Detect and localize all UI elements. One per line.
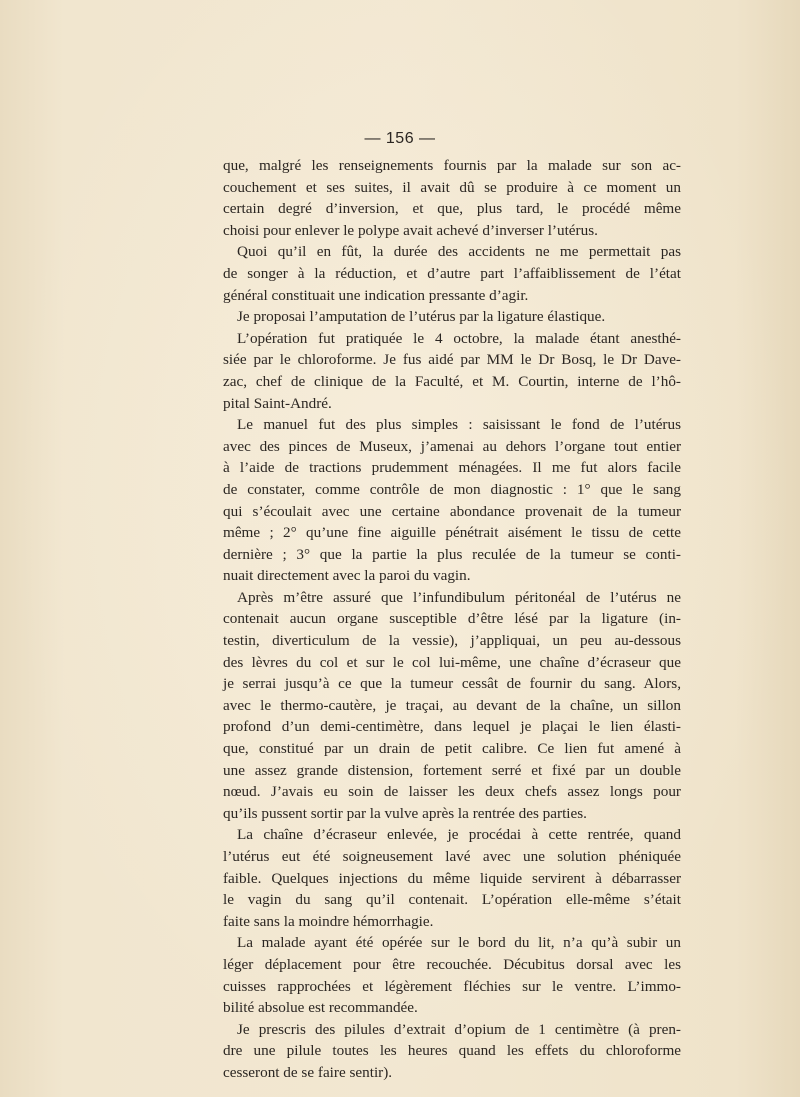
text-line: dernière ; 3° que la partie la plus reculée de la tumeur se conti- bbox=[223, 545, 681, 563]
text-line: je serrai jusqu’à ce que la tumeur cessât de fournir du sang. Alors, bbox=[223, 675, 681, 693]
text-line: faite sans la moindre hémorrhagie. bbox=[223, 912, 434, 930]
text-line: Je prescris des pilules d’extrait d’opium de 1 centimètre (à pren- bbox=[237, 1020, 681, 1038]
text-line: général constituait une indication pressante d’agir. bbox=[223, 286, 529, 304]
text-line: dre une pilule toutes les heures quand les effets du chloroforme bbox=[223, 1042, 681, 1060]
text-line: de songer à la réduction, et d’autre part l’affaiblissement de l’état bbox=[223, 264, 681, 282]
text-line: avec des pinces de Museux, j’amenai au dehors l’organe tout entier bbox=[223, 437, 681, 455]
body-text bbox=[223, 155, 681, 1084]
text-line: Je proposai l’amputation de l’utérus par la ligature élastique. bbox=[237, 308, 606, 326]
text-line: profond d’un demi-centimètre, dans lequel je plaçai le lien élasti- bbox=[223, 718, 681, 736]
text-line: La chaîne d’écraseur enlevée, je procédai à cette rentrée, quand bbox=[237, 826, 681, 844]
text-line: La malade ayant été opérée sur le bord du lit, n’a qu’à subir un bbox=[237, 934, 681, 952]
text-line: cesseront de se faire sentir). bbox=[223, 1063, 393, 1081]
text-line: avec le thermo-cautère, je traçai, au devant de la chaîne, un sillon bbox=[223, 696, 681, 714]
text-line: une assez grande distension, fortement serré et fixé par un double bbox=[223, 761, 681, 779]
text-line: faible. Quelques injections du même liquide servirent à débarrasser bbox=[223, 869, 681, 887]
text-line: que, malgré les renseignements fournis par la malade sur son ac- bbox=[223, 157, 681, 174]
text-line: certain degré d’inversion, et que, plus tard, le procédé même bbox=[223, 200, 681, 218]
text-line: de constater, comme contrôle de mon diagnostic : 1° que le sang bbox=[223, 480, 681, 498]
text-line: même ; 2° qu’une fine aiguille pénétrait aisément le tissu de cette bbox=[223, 524, 681, 542]
text-line: des lèvres du col et sur le col lui-même, une chaîne d’écraseur que bbox=[223, 653, 681, 671]
text-line: le vagin du sang qu’il contenait. L’opération elle-même s’était bbox=[223, 891, 681, 909]
text-line: choisi pour enlever le polype avait achevé d’inverser l’utérus. bbox=[223, 221, 598, 239]
text-line: zac, chef de clinique de la Faculté, et M. Courtin, interne de l’hô- bbox=[223, 372, 681, 390]
text-line: à l’aide de tractions prudemment ménagées. Il me fut alors facile bbox=[223, 459, 681, 477]
text-line: Le manuel fut des plus simples : saisissant le fond de l’utérus bbox=[237, 416, 681, 434]
text-line: qui s’écoulait avec une certaine abondance provenait de la tumeur bbox=[223, 502, 681, 520]
text-line: léger déplacement pour être recouchée. Décubitus dorsal avec les bbox=[223, 955, 681, 973]
text-line: que, constitué par un drain de petit calibre. Ce lien fut amené à bbox=[223, 740, 681, 758]
text-line: nuait directement avec la paroi du vagin. bbox=[223, 567, 471, 585]
text-line: testin, diverticulum de la vessie), j’appliquai, un peu au-dessous bbox=[223, 632, 681, 650]
text-line: l’utérus eut été soigneusement lavé avec une solution phéniquée bbox=[223, 848, 681, 865]
text-line: L’opération fut pratiquée le 4 octobre, la malade étant anesthé- bbox=[237, 329, 681, 347]
text-line: nœud. J’avais eu soin de laisser les deux chefs assez longs pour bbox=[223, 783, 681, 801]
text-line: couchement et ses suites, il avait dû se produire à ce moment un bbox=[223, 178, 681, 196]
text-line: Après m’être assuré que l’infundibulum péritonéal de l’utérus ne bbox=[237, 588, 681, 606]
page-number: — 156 — bbox=[364, 130, 436, 147]
text-line: pital Saint-André. bbox=[223, 394, 332, 412]
text-line: Quoi qu’il en fût, la durée des accidents ne me permettait pas bbox=[237, 243, 681, 261]
text-line: bilité absolue est recommandée. bbox=[223, 999, 418, 1017]
text-line: siée par le chloroforme. Je fus aidé par MM le Dr Bosq, le Dr Dave- bbox=[223, 351, 681, 369]
text-line: cuisses rapprochées et légèrement fléchies sur le ventre. L’immo- bbox=[223, 977, 681, 995]
text-line: contenait aucun organe susceptible d’être lésé par la ligature (in- bbox=[223, 610, 681, 628]
text-line: qu’ils pussent sortir par la vulve après la rentrée des parties. bbox=[223, 804, 587, 822]
